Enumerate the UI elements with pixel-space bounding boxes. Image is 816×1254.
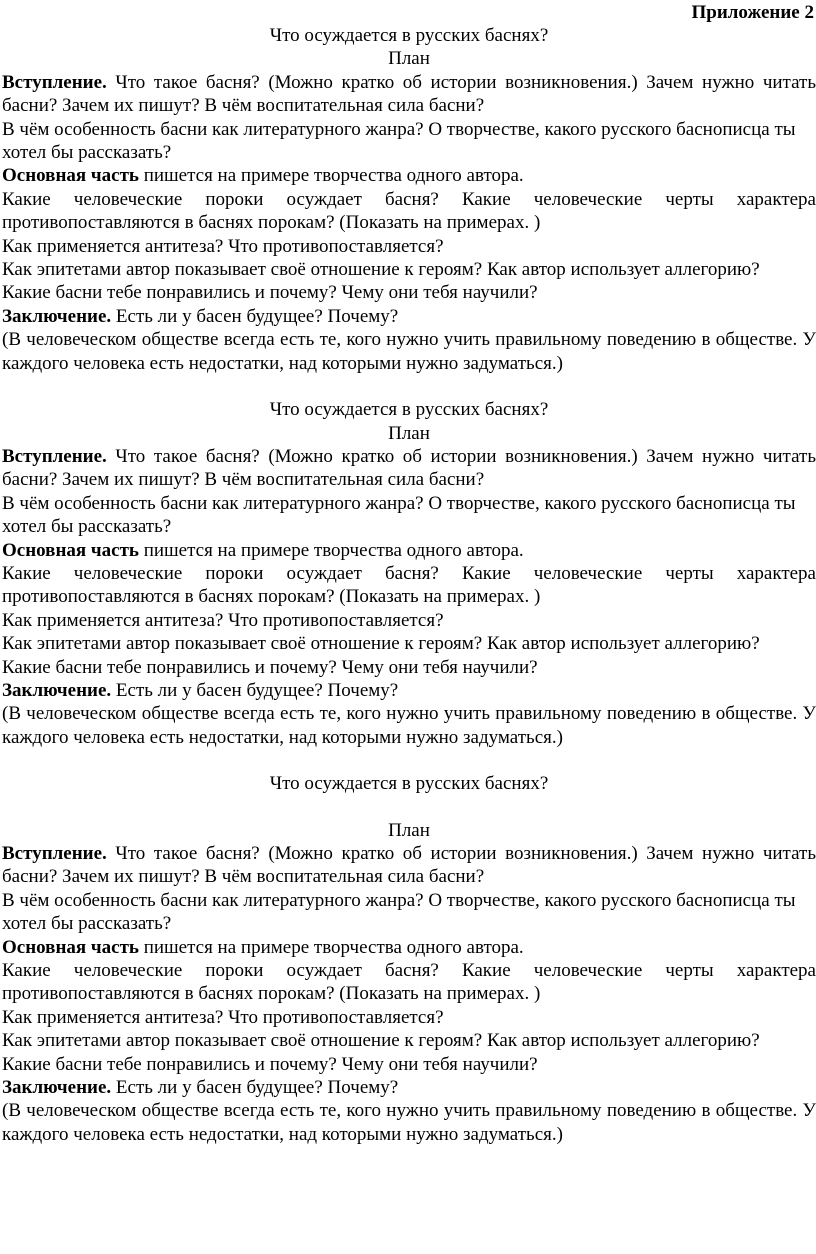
liked-paragraph: Какие басни тебе понравились и почему? Чему они тебя научили?	[2, 282, 538, 304]
plan-block-1	[2, 24, 816, 375]
conclusion-text: Есть ли у басен будущее? Почему?	[111, 305, 399, 327]
plan-subtitle: План	[388, 48, 430, 70]
epithets-paragraph: Как эпитетами автор показывает своё отношение к героям? Как автор использует аллегорию?	[2, 1030, 760, 1052]
epithets-paragraph: Как эпитетами автор показывает своё отношение к героям? Как автор использует аллегорию?	[2, 259, 760, 281]
spacer	[2, 796, 816, 819]
intro-paragraph	[2, 445, 816, 492]
liked-paragraph: Какие басни тебе понравились и почему? Чему они тебя научили?	[2, 656, 538, 678]
plan-title: Что осуждается в русских баснях?	[269, 25, 549, 46]
antithesis-paragraph: Как применяется антитеза? Что противопоставляется?	[2, 235, 444, 257]
genre-paragraph: В чём особенность басни как литературного жанра? О творчестве, какого русского баснописца ты хотел бы рассказать?	[2, 118, 796, 164]
society-paragraph: (В человеческом обществе всегда есть те, кого нужно учить правильному поведению в обществе. У каждого человека есть недостатки, над которыми нужно задуматься.)	[2, 329, 816, 374]
main-label: Основная часть	[2, 539, 139, 561]
main-paragraph	[2, 539, 816, 562]
intro-paragraph	[2, 842, 816, 889]
intro-text: Что такое басня? (Можно кратко об истории возникновения.) Зачем нужно читать басни? Зачем их пишут? В чём воспитательная сила басни?	[2, 843, 816, 888]
liked-paragraph: Какие басни тебе понравились и почему? Чему они тебя научили?	[2, 1053, 538, 1075]
conclusion-text: Есть ли у басен будущее? Почему?	[111, 1077, 399, 1099]
conclusion-paragraph	[2, 679, 816, 702]
conclusion-label: Заключение.	[2, 1077, 112, 1099]
intro-text: Что такое басня? (Можно кратко об истории возникновения.) Зачем нужно читать басни? Зачем их пишут? В чём воспитательная сила басни?	[2, 71, 816, 117]
plan-title: Что осуждается в русских баснях?	[269, 773, 549, 795]
intro-text: Что такое басня? (Можно кратко об истории возникновения.) Зачем нужно читать басни? Зачем их пишут? В чём воспитательная сила басни?	[2, 445, 816, 491]
plan-subtitle: План	[388, 819, 430, 841]
main-text: пишется на примере творчества одного автора.	[138, 539, 524, 561]
vices-paragraph: Какие человеческие пороки осуждает басня? Какие человеческие черты характера противопоставляются в баснях порокам? (Показать на примерах. )	[2, 188, 816, 234]
conclusion-paragraph	[2, 305, 816, 328]
epithets-paragraph: Как эпитетами автор показывает своё отношение к героям? Как автор использует аллегорию?	[2, 633, 760, 655]
antithesis-paragraph: Как применяется антитеза? Что противопоставляется?	[2, 609, 444, 631]
plan-block-2	[2, 398, 816, 749]
conclusion-label: Заключение.	[2, 679, 112, 701]
antithesis-paragraph: Как применяется антитеза? Что противопоставляется?	[2, 1006, 444, 1028]
conclusion-text: Есть ли у басен будущее? Почему?	[111, 679, 399, 701]
genre-paragraph: В чём особенность басни как литературного жанра? О творчестве, какого русского баснописца ты хотел бы рассказать?	[2, 492, 796, 538]
spacer	[2, 749, 816, 772]
society-paragraph: (В человеческом обществе всегда есть те, кого нужно учить правильному поведению в обществе. У каждого человека есть недостатки, над которыми нужно задуматься.)	[2, 703, 816, 748]
spacer	[2, 375, 816, 398]
vices-paragraph: Какие человеческие пороки осуждает басня? Какие человеческие черты характера противопоставляются в баснях порокам? (Показать на примерах. )	[2, 562, 816, 608]
main-paragraph	[2, 936, 816, 959]
conclusion-paragraph	[2, 1076, 816, 1099]
main-text: пишется на примере творчества одного автора.	[138, 936, 524, 958]
main-paragraph	[2, 164, 816, 187]
intro-paragraph	[2, 71, 816, 118]
main-label: Основная часть	[2, 165, 139, 187]
vices-paragraph: Какие человеческие пороки осуждает басня? Какие человеческие черты характера противопоставляются в баснях порокам? (Показать на примерах. )	[2, 960, 816, 1005]
plan-subtitle: План	[388, 422, 430, 444]
society-paragraph: (В человеческом обществе всегда есть те, кого нужно учить правильному поведению в обществе. У каждого человека есть недостатки, над которыми нужно задуматься.)	[2, 1100, 816, 1145]
appendix-label: Приложение 2	[691, 2, 814, 23]
conclusion-label: Заключение.	[2, 305, 112, 327]
main-label: Основная часть	[2, 936, 139, 958]
main-text: пишется на примере творчества одного автора.	[138, 165, 524, 187]
genre-paragraph: В чём особенность басни как литературного жанра? О творчестве, какого русского баснописца ты хотел бы рассказать?	[2, 889, 796, 935]
intro-label: Вступление.	[2, 843, 107, 864]
plan-block-3	[2, 772, 816, 1146]
plan-title: Что осуждается в русских баснях?	[269, 399, 549, 421]
intro-label: Вступление.	[2, 71, 107, 93]
intro-label: Вступление.	[2, 445, 107, 467]
